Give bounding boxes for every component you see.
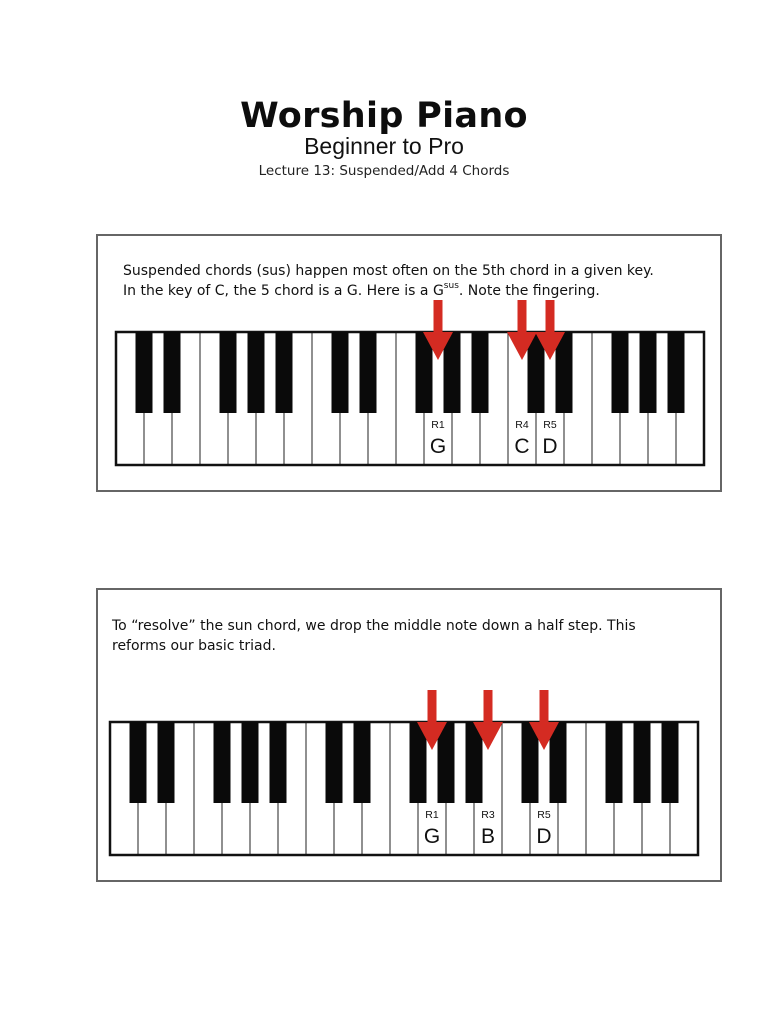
note-label: D <box>536 825 552 848</box>
piano-keyboard-gsus <box>116 300 706 470</box>
black-key <box>130 722 147 803</box>
black-key <box>270 722 287 803</box>
page-title: Worship Piano <box>240 96 528 136</box>
black-key <box>354 722 371 803</box>
sus-chord-panel <box>96 234 722 492</box>
sus-chord-description <box>123 261 654 301</box>
black-key <box>668 332 685 413</box>
black-key <box>662 722 679 803</box>
note-label: C <box>514 435 530 458</box>
black-key <box>248 332 265 413</box>
black-key <box>242 722 259 803</box>
black-key <box>612 332 629 413</box>
black-key <box>472 332 489 413</box>
description-line-2-start: In the key of C, the 5 chord is a G. Here is a G <box>123 283 444 299</box>
description-line-1: Suspended chords (sus) happen most often on the 5th chord in a given key. <box>123 263 654 279</box>
finger-label: R3 <box>481 809 495 821</box>
black-key <box>220 332 237 413</box>
page-subtitle: Beginner to Pro <box>304 133 464 159</box>
black-key <box>214 722 231 803</box>
description-line-1: To “resolve” the sun chord, we drop the middle note down a half step. This <box>112 618 636 634</box>
finger-label: R4 <box>515 419 529 431</box>
black-key <box>326 722 343 803</box>
finger-label: R5 <box>537 809 551 821</box>
black-key <box>158 722 175 803</box>
note-label: G <box>429 435 447 458</box>
description-line-2-end: . Note the fingering. <box>458 283 600 299</box>
finger-label: R1 <box>425 809 439 821</box>
resolve-chord-description <box>112 616 636 656</box>
piano-keyboard-g-triad <box>110 684 700 864</box>
black-key <box>136 332 153 413</box>
sus-superscript: sus <box>443 281 459 292</box>
finger-label: R1 <box>431 419 445 431</box>
black-key <box>606 722 623 803</box>
note-label: D <box>542 435 558 458</box>
black-key <box>332 332 349 413</box>
black-key <box>164 332 181 413</box>
black-key <box>640 332 657 413</box>
finger-label: R5 <box>543 419 557 431</box>
description-line-2 <box>123 281 654 301</box>
black-key <box>634 722 651 803</box>
black-key <box>360 332 377 413</box>
black-key <box>276 332 293 413</box>
note-label: B <box>480 825 496 848</box>
resolve-chord-panel <box>96 588 722 882</box>
note-label: G <box>423 825 441 848</box>
lecture-label: Lecture 13: Suspended/Add 4 Chords <box>258 163 510 179</box>
description-line-2: reforms our basic triad. <box>112 638 276 654</box>
